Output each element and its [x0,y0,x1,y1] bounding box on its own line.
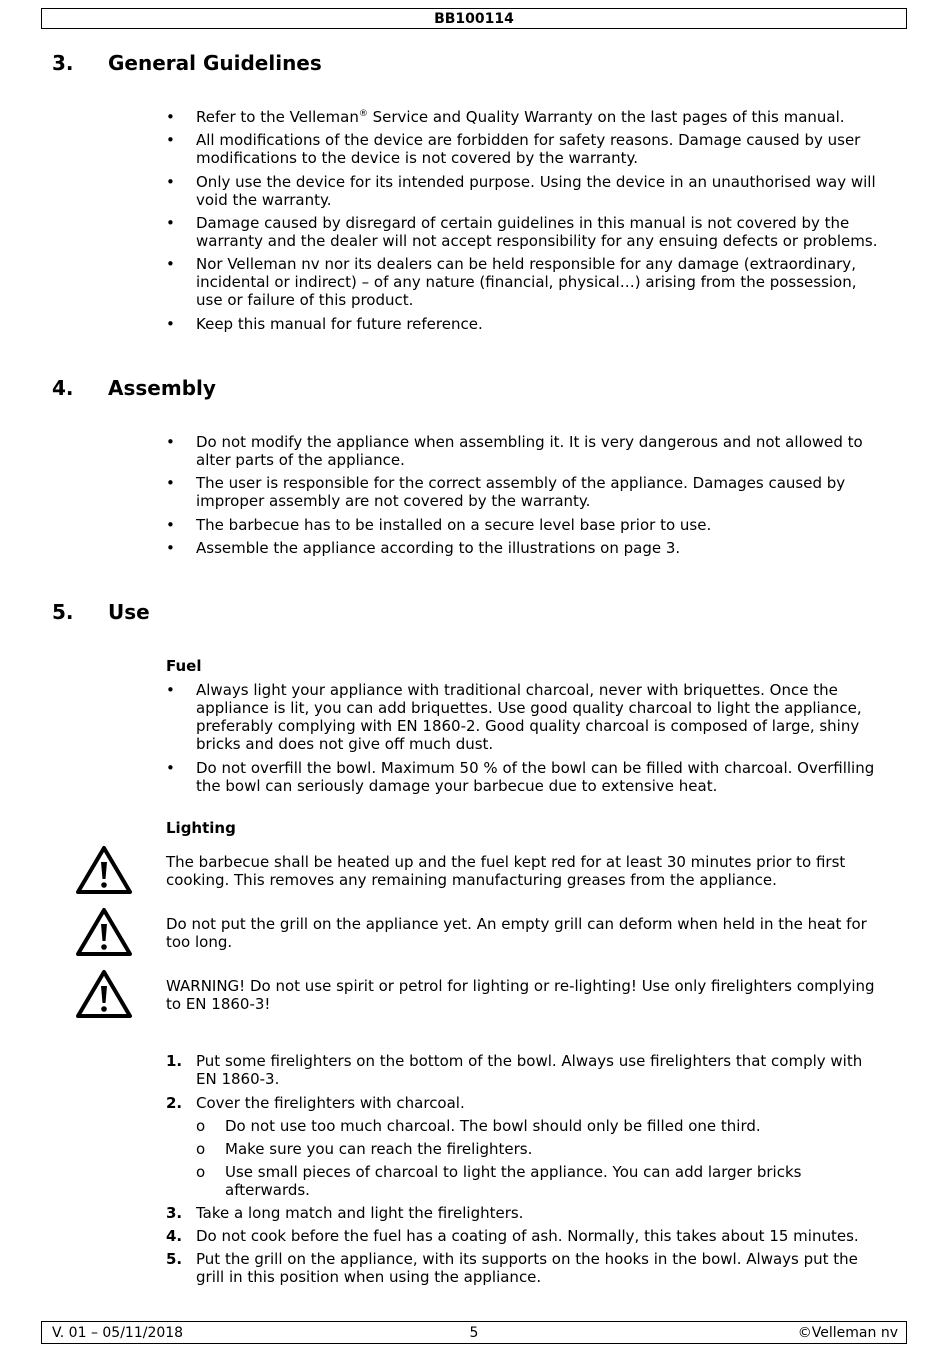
bullet-icon: • [166,681,175,699]
list-item [166,315,886,333]
warning-text: The barbecue shall be heated up and the fuel kept red for at least 30 minutes prior to first cooking. This removes any remaining manufacturing greases from the appliance. [166,853,846,889]
list-item [166,214,886,250]
step-number: 5. [166,1250,183,1268]
warning-icon [75,845,133,895]
subheading-lighting: Lighting [166,819,236,837]
step-number: 1. [166,1052,183,1070]
list-item [166,131,886,167]
step-text: Put some firelighters on the bottom of the bowl. Always use firelighters that comply with EN 1860-3. [196,1052,863,1088]
list-item-text: Damage caused by disregard of certain guidelines in this manual is not covered by the warranty and the dealer will not accept responsibility for any ensuing defects or problems. [196,214,878,250]
section-number: 5. [52,600,74,624]
bullet-icon: • [166,214,175,232]
page-number: 5 [469,1325,479,1341]
bullet-icon: • [166,539,175,557]
step-item [166,1052,886,1088]
section-number: 3. [52,51,74,75]
sub-bullet-icon: o [196,1163,206,1181]
step-number: 4. [166,1227,183,1245]
list-item-text: Assemble the appliance according to the illustrations on page 3. [196,539,681,557]
list-item [166,516,886,534]
step-text: Do not cook before the fuel has a coating of ash. Normally, this takes about 15 minutes. [196,1227,859,1245]
list-item [166,108,886,126]
step-text: Take a long match and light the firelighters. [196,1204,524,1222]
list-item [166,255,886,309]
warning-icon [75,907,133,957]
section-title: General Guidelines [108,51,322,75]
sub-list-item-text: Do not use too much charcoal. The bowl should only be filled one third. [225,1117,761,1135]
sub-bullet-icon: o [196,1117,206,1135]
sub-list-item-text: Make sure you can reach the firelighters. [225,1140,533,1158]
section-number: 4. [52,376,74,400]
list-item [166,433,886,469]
list-item [166,173,886,209]
list-item [166,759,886,795]
version-date: V. 01 – 05/11/2018 [52,1325,184,1341]
list-item-text: Do not overfill the bowl. Maximum 50 % of the bowl can be filled with charcoal. Overfilling the bowl can seriously damage your barbecue due to extensive heat. [196,759,875,795]
warning-icon [75,969,133,1019]
sub-list-item [196,1117,886,1135]
section-title: Use [108,600,150,624]
bullet-icon: • [166,433,175,451]
list-item-text: Nor Velleman nv nor its dealers can be held responsible for any damage (extraordinary, incidental or indirect) – of any nature (financial, physical…) arising from the possession, use or failure of this product. [196,255,857,309]
list-item-text: The user is responsible for the correct assembly of the appliance. Damages caused by improper assembly are not covered by the warranty. [196,474,846,510]
step-number: 2. [166,1094,183,1112]
sub-list-item-text: Use small pieces of charcoal to light the appliance. You can add larger bricks afterwards. [225,1163,802,1199]
copyright: ©Velleman nv [797,1325,898,1341]
list-item-text: Do not modify the appliance when assembling it. It is very dangerous and not allowed to alter parts of the appliance. [196,433,863,469]
step-item [166,1250,886,1286]
bullet-icon: • [166,516,175,534]
step-item [166,1094,886,1112]
subheading-fuel: Fuel [166,657,202,675]
sub-list-item [196,1140,886,1158]
list-item-text: Refer to the Velleman® Service and Quality Warranty on the last pages of this manual. [196,108,845,126]
bullet-icon: • [166,131,175,149]
warning-text: WARNING! Do not use spirit or petrol for lighting or re-lighting! Use only firelighters complying to EN 1860-3! [166,977,875,1013]
bullet-icon: • [166,255,175,273]
list-item-text: Always light your appliance with traditional charcoal, never with briquettes. Once the appliance is lit, you can add briquettes. Use good quality charcoal to light the appliance, preferably complying with EN 1860-2. Good quality charcoal is composed of large, shiny bricks and does not give off much dust. [196,681,862,753]
warning-text: Do not put the grill on the appliance yet. An empty grill can deform when held in the heat for too long. [166,915,867,951]
list-item-text: All modifications of the device are forbidden for safety reasons. Damage caused by user modifications to the device is not covered by the warranty. [196,131,861,167]
list-item-text: The barbecue has to be installed on a secure level base prior to use. [196,516,712,534]
document-header: BB100114 [41,8,907,29]
bullet-icon: • [166,315,175,333]
sub-bullet-icon: o [196,1140,206,1158]
section-title: Assembly [108,376,216,400]
bullet-icon: • [166,108,175,126]
list-item [166,681,886,753]
bullet-icon: • [166,759,175,777]
list-item-text: Keep this manual for future reference. [196,315,483,333]
step-number: 3. [166,1204,183,1222]
list-item [166,474,886,510]
step-text: Cover the firelighters with charcoal. [196,1094,465,1112]
step-text: Put the grill on the appliance, with its supports on the hooks in the bowl. Always put the grill in this position when using the appliance. [196,1250,858,1286]
step-item [166,1227,886,1245]
sub-list-item [196,1163,886,1199]
list-item [166,539,886,557]
bullet-icon: • [166,474,175,492]
step-item [166,1204,886,1222]
list-item-text: Only use the device for its intended purpose. Using the device in an unauthorised way will void the warranty. [196,173,876,209]
bullet-icon: • [166,173,175,191]
document-footer [41,1321,907,1344]
